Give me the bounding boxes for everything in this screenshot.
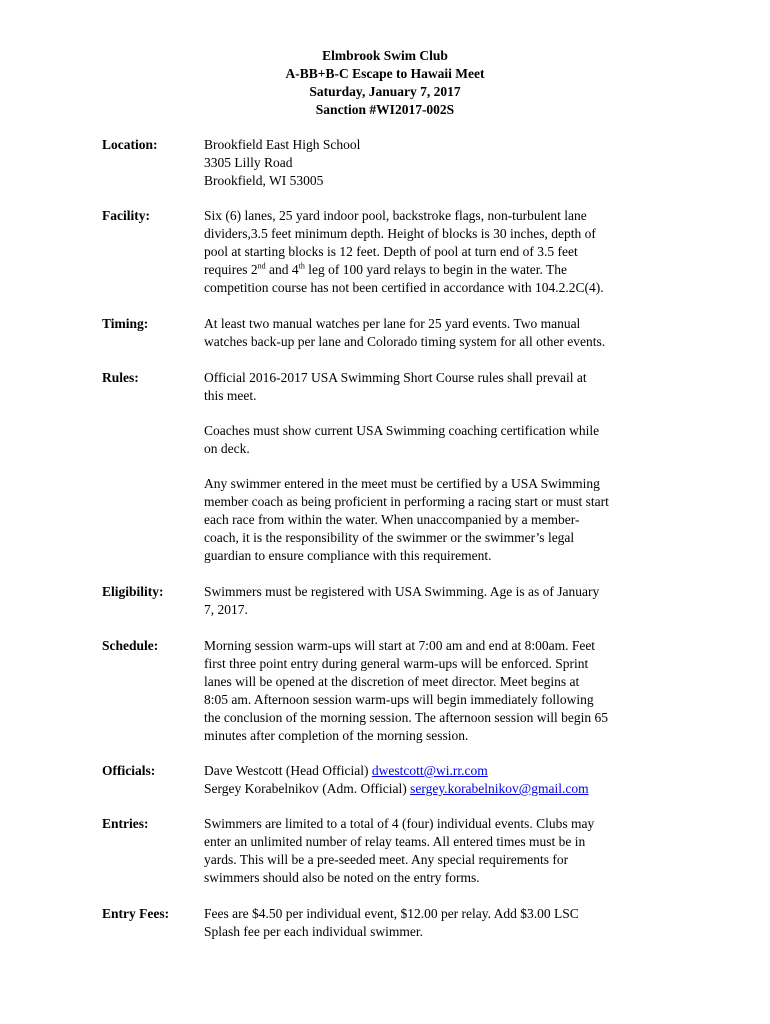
rules-line: each race from within the water. When unaccompanied by a member- xyxy=(204,512,580,527)
facility-content xyxy=(204,207,672,297)
location-line: 3305 Lilly Road xyxy=(204,155,293,170)
meet-date: Saturday, January 7, 2017 xyxy=(309,84,461,99)
facility-line: competition course has not been certified in accordance with 104.2.2C(4). xyxy=(204,280,604,295)
schedule-content xyxy=(204,637,672,745)
rules-label: Rules: xyxy=(102,370,139,385)
document-header xyxy=(0,47,770,119)
timing-content xyxy=(204,315,672,351)
entries-line: enter an unlimited number of relay teams. All entered times must be in xyxy=(204,834,586,849)
facility-line: dividers,3.5 feet minimum depth. Height of blocks is 30 inches, depth of xyxy=(204,226,596,241)
rules-line: coach, it is the responsibility of the swimmer or the swimmer’s legal xyxy=(204,530,575,545)
entries-content xyxy=(204,815,672,887)
official-email-link[interactable]: dwestcott@wi.rr.com xyxy=(371,763,488,778)
facility-line: pool at starting blocks is 12 feet. Depth of pool at turn end of 3.5 feet xyxy=(204,244,578,259)
entry-fees-content xyxy=(204,905,672,941)
rules-paragraph xyxy=(204,422,672,458)
rules-line: guardian to ensure compliance with this requirement. xyxy=(204,548,492,563)
schedule-line: lanes will be opened at the discretion of meet director. Meet begins at xyxy=(204,674,580,689)
schedule-line: first three point entry during general warm-ups will be enforced. Sprint xyxy=(204,656,589,671)
timing-line: At least two manual watches per lane for 25 yard events. Two manual xyxy=(204,316,581,331)
rules-line: member coach as being proficient in performing a racing start or must start xyxy=(204,494,609,509)
entry-fees-label: Entry Fees: xyxy=(102,906,170,921)
facility-line xyxy=(204,261,672,279)
eligibility-line: Swimmers must be registered with USA Swimming. Age is as of January xyxy=(204,584,600,599)
location-line: Brookfield East High School xyxy=(204,137,361,152)
rules-paragraph xyxy=(204,475,672,565)
entries-line: Swimmers are limited to a total of 4 (four) individual events. Clubs may xyxy=(204,816,595,831)
facility-text: requires 2 xyxy=(204,262,258,277)
officials-label: Officials: xyxy=(102,763,156,778)
club-name: Elmbrook Swim Club xyxy=(322,48,448,63)
facility-line: Six (6) lanes, 25 yard indoor pool, backstroke flags, non-turbulent lane xyxy=(204,208,587,223)
entry-fees-line: Splash fee per each individual swimmer. xyxy=(204,924,423,939)
facility-label: Facility: xyxy=(102,208,150,223)
officials-content xyxy=(204,762,672,798)
eligibility-label: Eligibility: xyxy=(102,584,164,599)
official-email-link[interactable]: sergey.korabelnikov@gmail.com xyxy=(410,781,589,796)
entries-line: swimmers should also be noted on the entry forms. xyxy=(204,870,480,885)
sanction-number: Sanction #WI2017-002S xyxy=(315,102,455,117)
schedule-label: Schedule: xyxy=(102,638,159,653)
entries-line: yards. This will be a pre-seeded meet. Any special requirements for xyxy=(204,852,569,867)
rules-line: Any swimmer entered in the meet must be certified by a USA Swimming xyxy=(204,476,600,491)
rules-line: on deck. xyxy=(204,441,250,456)
schedule-line: Morning session warm-ups will start at 7:00 am and end at 8:00am. Feet xyxy=(204,638,596,653)
rules-line: Coaches must show current USA Swimming coaching certification while xyxy=(204,423,600,438)
eligibility-content xyxy=(204,583,672,619)
rules-content xyxy=(204,369,672,565)
official-admin xyxy=(204,780,672,798)
rules-paragraph xyxy=(204,369,672,405)
facility-text: leg of 100 yard relays to begin in the water. The xyxy=(304,262,568,277)
schedule-line: minutes after completion of the morning session. xyxy=(204,728,469,743)
entries-label: Entries: xyxy=(102,816,149,831)
facility-text: and 4 xyxy=(265,262,299,277)
schedule-line: the conclusion of the morning session. The afternoon session will begin 65 xyxy=(204,710,608,725)
location-content xyxy=(204,136,672,190)
ordinal-suffix: th xyxy=(298,261,305,271)
rules-line: Official 2016-2017 USA Swimming Short Course rules shall prevail at xyxy=(204,370,587,385)
entry-fees-line: Fees are $4.50 per individual event, $12.00 per relay. Add $3.00 LSC xyxy=(204,906,579,921)
ordinal-suffix: nd xyxy=(257,261,266,271)
official-name: Sergey Korabelnikov (Adm. Official) xyxy=(204,781,411,796)
timing-label: Timing: xyxy=(102,316,149,331)
schedule-line: 8:05 am. Afternoon session warm-ups will begin immediately following xyxy=(204,692,594,707)
rules-line: this meet. xyxy=(204,388,257,403)
location-label: Location: xyxy=(102,137,158,152)
timing-line: watches back-up per lane and Colorado timing system for all other events. xyxy=(204,334,606,349)
official-head xyxy=(204,762,672,780)
meet-title: A-BB+B-C Escape to Hawaii Meet xyxy=(285,66,485,81)
official-name: Dave Westcott (Head Official) xyxy=(204,763,372,778)
location-line: Brookfield, WI 53005 xyxy=(204,173,324,188)
eligibility-line: 7, 2017. xyxy=(204,602,248,617)
